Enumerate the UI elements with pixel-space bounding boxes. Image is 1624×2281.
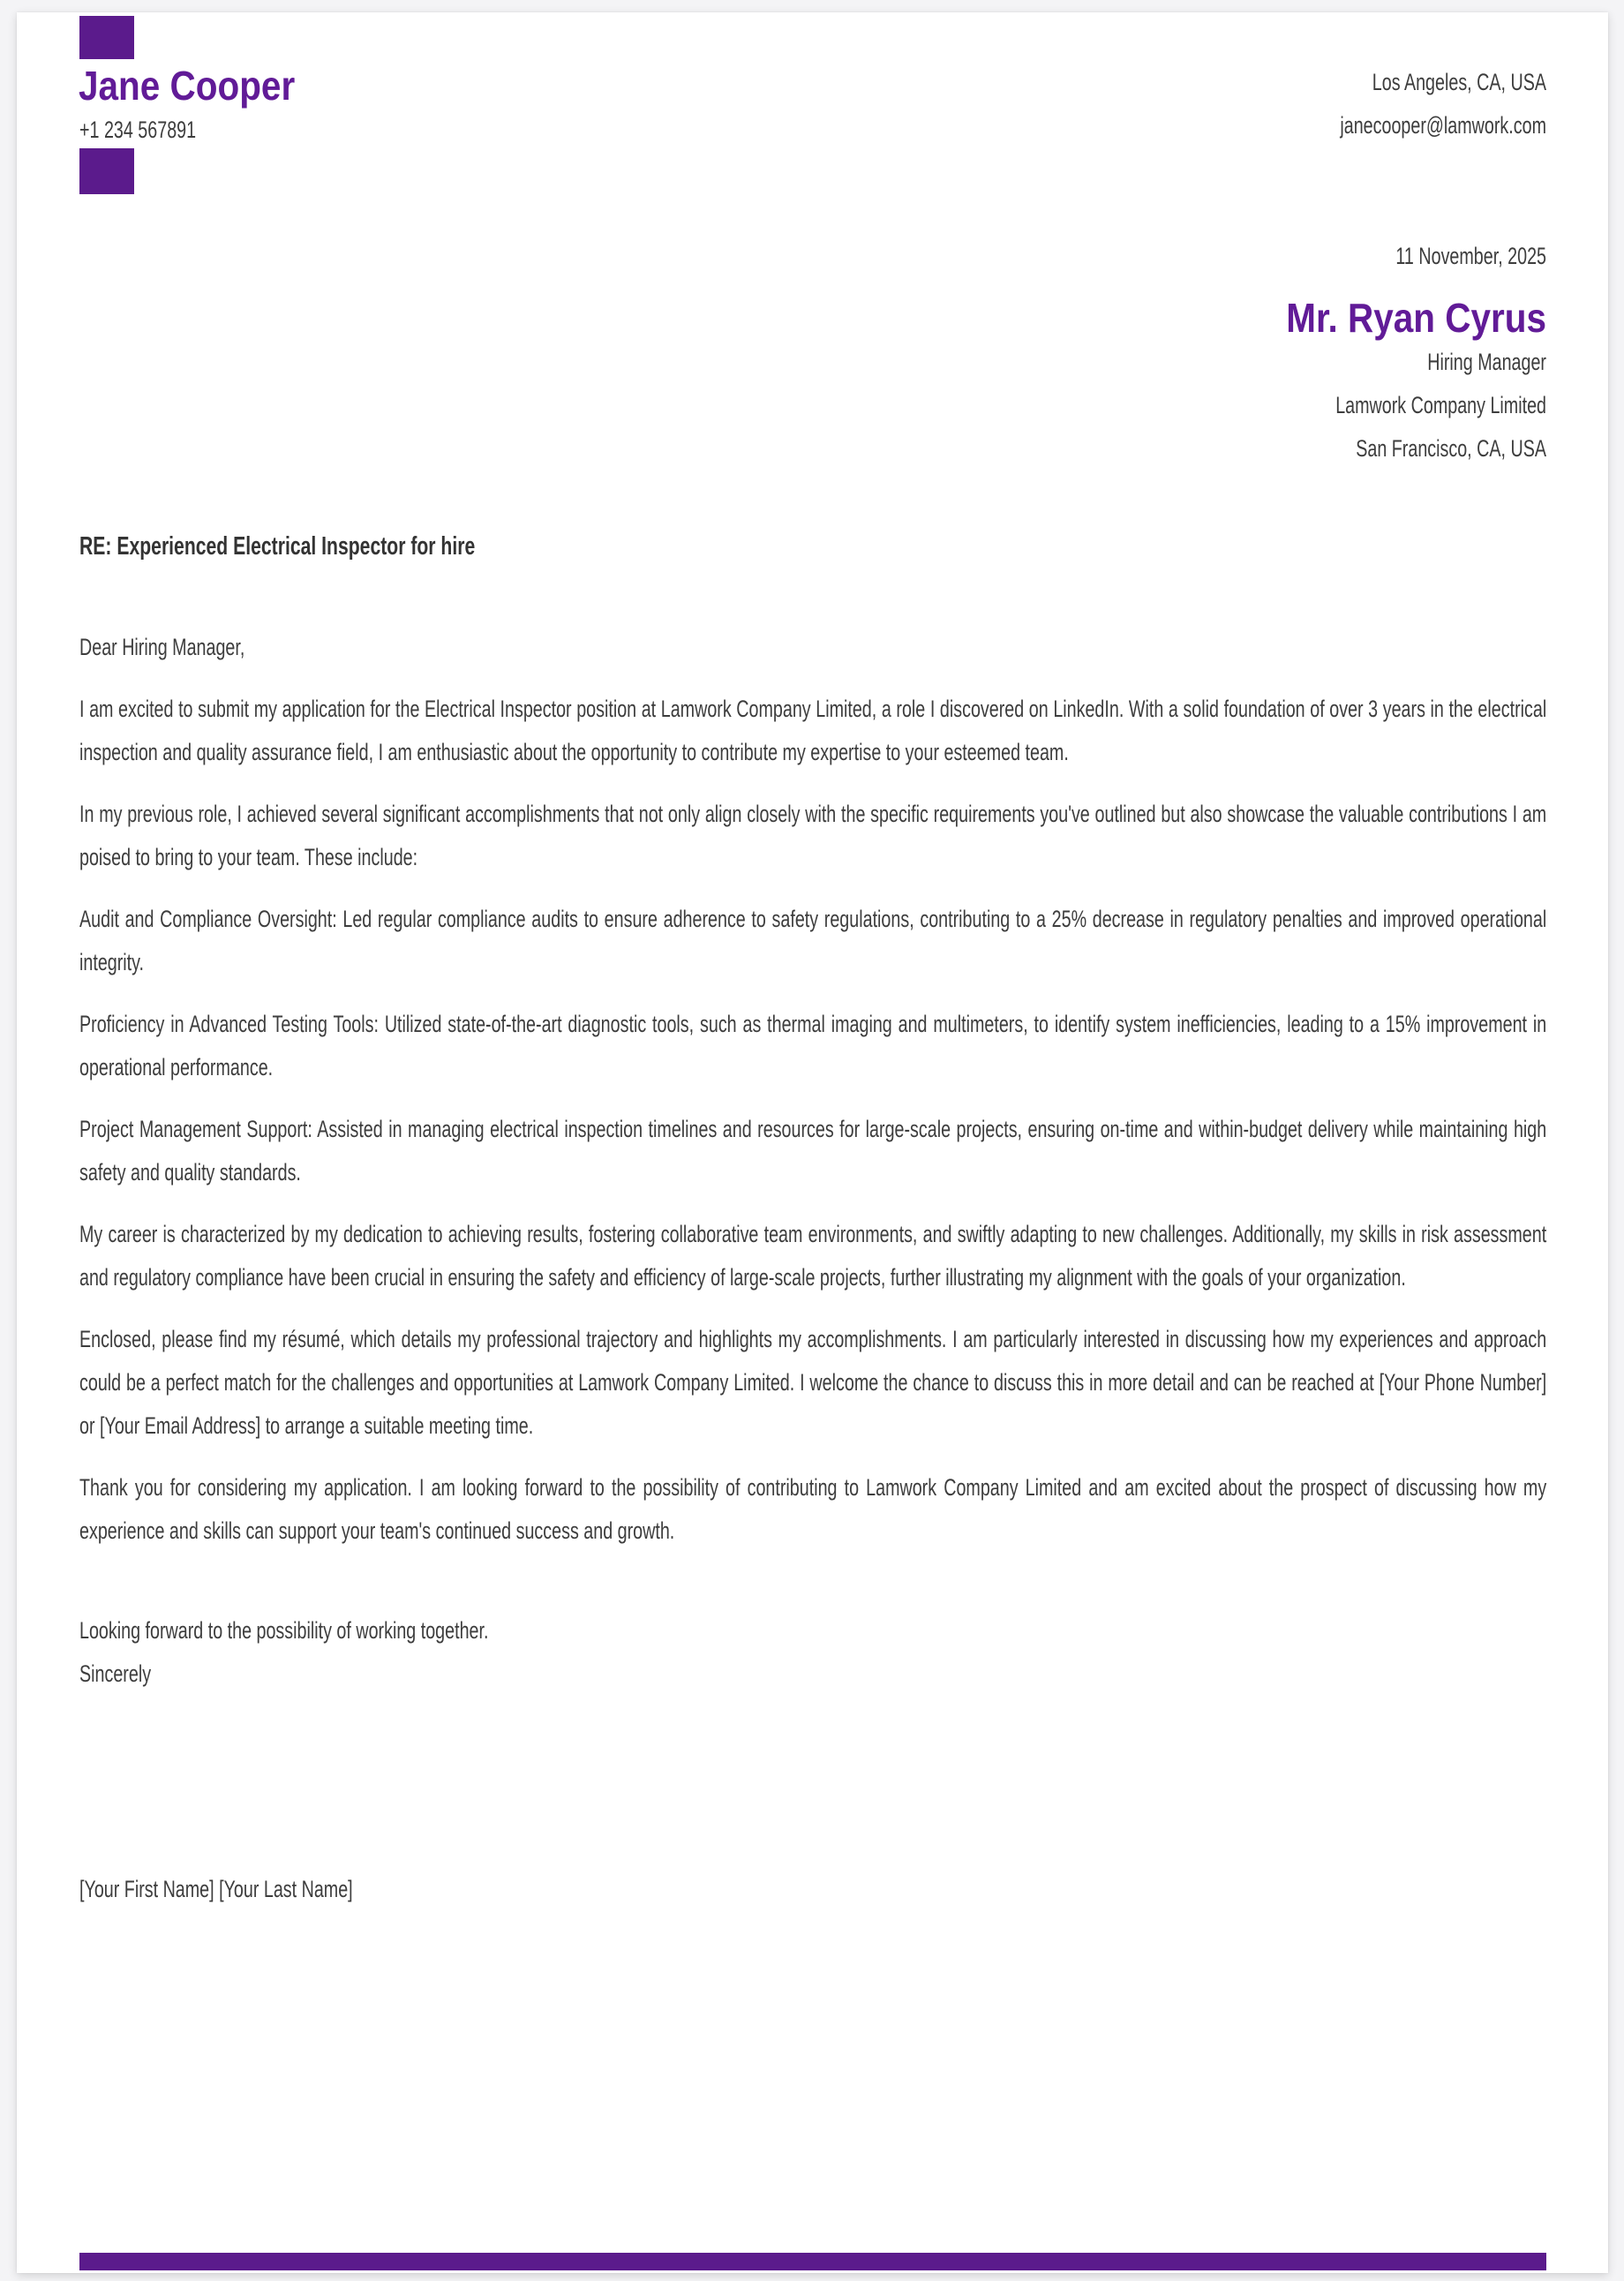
salutation: Dear Hiring Manager,: [79, 634, 245, 660]
body-paragraph: My career is characterized by my dedication to achieving results, fostering collaborative team environments, and swiftly adapting to new challenges. Additionally, my skills in risk assessment and regulatory compliance have been crucial in ensuring the safety and efficiency of large-scale projects, further illustrating my alignment with the goals of your organization.: [79, 1221, 1547, 1291]
letter-page: [17, 12, 1608, 2273]
header-accent-square-top: [79, 16, 134, 59]
sender-location: Los Angeles, CA, USA: [1372, 69, 1546, 95]
closing-block: [79, 1609, 1546, 1696]
body-paragraph: Audit and Compliance Oversight: Led regular compliance audits to ensure adherence to safety regulations, contributing to a 25% decrease in regulatory penalties and improved operational integrity.: [79, 906, 1547, 975]
footer-accent-bar: [79, 2253, 1546, 2270]
header-accent-square-bottom: [79, 148, 134, 194]
recipient-block: [79, 341, 1546, 471]
valediction: Sincerely: [79, 1660, 152, 1687]
letter-body: [79, 529, 1546, 1911]
sender-email: janecooper@lamwork.com: [1340, 112, 1546, 139]
recipient-company: Lamwork Company Limited: [1335, 392, 1546, 418]
body-paragraph: In my previous role, I achieved several significant accomplishments that not only align closely with the specific requirements you've outlined but also showcase the valuable contributions I am poised to bring to your team. These include:: [79, 801, 1547, 870]
sender-name: Jane Cooper: [79, 63, 296, 109]
recipient-location: San Francisco, CA, USA: [1356, 435, 1546, 462]
recipient-title: Hiring Manager: [1427, 349, 1546, 375]
letter-date: 11 November, 2025: [1395, 243, 1546, 269]
subject-line: RE: Experienced Electrical Inspector for hire: [79, 532, 476, 561]
sender-phone: +1 234 567891: [79, 117, 197, 143]
recipient-name: Mr. Ryan Cyrus: [1286, 295, 1546, 341]
body-paragraph: I am excited to submit my application for the Electrical Inspector position at Lamwork Company Limited, a role I discovered on LinkedIn. With a solid foundation of over 3 years in the electrical inspection and quality assurance field, I am enthusiastic about the opportunity to contribute my expertise to your esteemed team.: [79, 696, 1547, 765]
sender-contact-block: [79, 61, 1546, 147]
body-paragraph: Project Management Support: Assisted in managing electrical inspection timelines and resources for large-scale projects, ensuring on-time and within-budget delivery while maintaining high safety and quality standards.: [79, 1116, 1547, 1186]
body-paragraph: Enclosed, please find my résumé, which details my professional trajectory and highlights my accomplishments. I am particularly interested in discussing how my experiences and approach could be a perfect match for the challenges and opportunities at Lamwork Company Limited. I welcome the chance to discuss this in more detail and can be reached at [Your Phone Number] or [Your Email Address] to arrange a suitable meeting time.: [79, 1326, 1547, 1439]
body-paragraph: Thank you for considering my application. I am looking forward to the possibility of contributing to Lamwork Company Limited and am excited about the prospect of discussing how my experience and skills can support your team's continued success and growth.: [79, 1474, 1547, 1544]
body-paragraph: Proficiency in Advanced Testing Tools: Utilized state-of-the-art diagnostic tools, such as thermal imaging and multimeters, to identify system inefficiencies, leading to a 15% improvement in operational performance.: [79, 1011, 1547, 1080]
closing-line: Looking forward to the possibility of working together.: [79, 1617, 489, 1644]
signature-placeholder: [Your First Name] [Your Last Name]: [79, 1876, 353, 1902]
